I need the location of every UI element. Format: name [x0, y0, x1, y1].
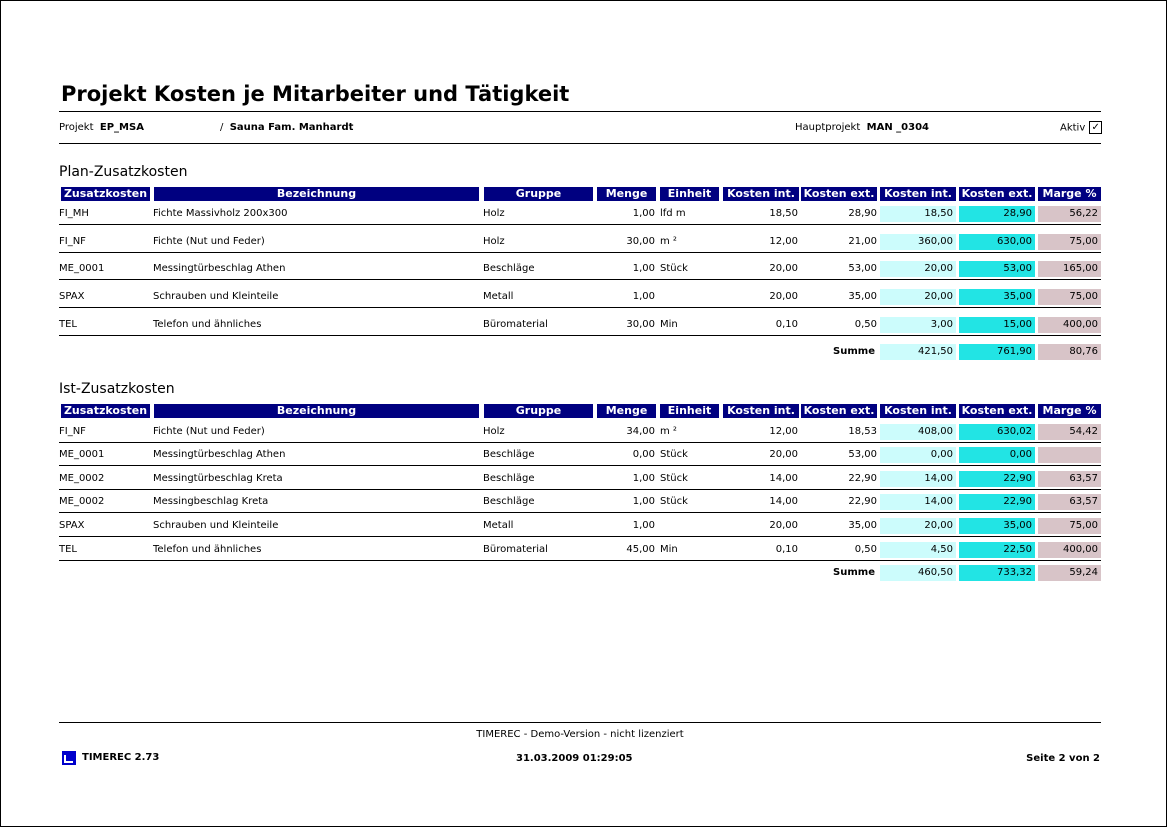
table-cell: 12,00 — [769, 426, 798, 437]
projekt-code: EP_MSA — [99, 122, 144, 133]
table-cell: 35,00 — [959, 289, 1035, 305]
table-cell: 20,00 — [769, 263, 798, 274]
table-cell: TEL — [59, 544, 77, 555]
table-cell — [1038, 447, 1101, 463]
aktiv-checkbox: ✓ — [1089, 121, 1102, 134]
ist-section-title: Ist-Zusatzkosten — [59, 381, 175, 397]
table-cell: lfd m — [660, 208, 686, 219]
table-cell: 30,00 — [626, 236, 655, 247]
table-cell: 1,00 — [632, 291, 655, 302]
table-cell: 75,00 — [1038, 234, 1101, 250]
table-cell: 56,22 — [1038, 206, 1101, 222]
table-cell: 14,00 — [880, 471, 956, 487]
table-cell: ME_0002 — [59, 473, 105, 484]
table-cell: 35,00 — [848, 520, 877, 531]
table-cell: 53,00 — [848, 263, 877, 274]
plan-section-title: Plan-Zusatzkosten — [59, 164, 188, 180]
row-divider — [59, 442, 1101, 443]
row-divider — [59, 512, 1101, 513]
table-cell — [660, 289, 720, 305]
column-header: Einheit — [660, 187, 719, 201]
table-cell: SPAX — [59, 291, 85, 302]
table-cell: 54,42 — [1038, 424, 1101, 440]
timerec-logo-icon — [62, 751, 76, 765]
table-cell: 1,00 — [632, 208, 655, 219]
table-cell: 75,00 — [1038, 518, 1101, 534]
table-cell: Schrauben und Kleinteile — [153, 291, 279, 302]
hauptprojekt-label: Hauptprojekt — [795, 122, 861, 133]
table-cell: 22,90 — [959, 471, 1035, 487]
column-header: Kosten int. — [723, 404, 799, 418]
table-cell: 20,00 — [880, 518, 956, 534]
table-cell: 4,50 — [880, 542, 956, 558]
table-cell: 400,00 — [1038, 542, 1101, 558]
table-cell: Stück — [660, 263, 688, 274]
table-cell: Messingtürbeschlag Athen — [153, 263, 286, 274]
table-cell: 20,00 — [769, 449, 798, 460]
table-cell: 35,00 — [959, 518, 1035, 534]
column-header: Kosten int. — [880, 187, 956, 201]
table-cell: 14,00 — [769, 473, 798, 484]
table-cell: 1,00 — [632, 473, 655, 484]
column-header: Kosten int. — [723, 187, 799, 201]
table-cell: Beschläge — [483, 473, 535, 484]
aktiv-info — [1060, 121, 1102, 134]
column-header: Kosten ext. — [959, 187, 1035, 201]
projekt-label: Projekt — [59, 122, 94, 133]
table-cell: 75,00 — [1038, 289, 1101, 305]
table-cell: Holz — [483, 208, 505, 219]
table-cell: Min — [660, 544, 678, 555]
table-cell: 22,90 — [848, 496, 877, 507]
table-cell: Büromaterial — [483, 544, 548, 555]
column-header: Menge — [597, 187, 656, 201]
table-cell: Messingtürbeschlag Kreta — [153, 473, 283, 484]
table-cell: Beschläge — [483, 449, 535, 460]
row-divider — [59, 224, 1101, 225]
table-cell: 20,00 — [769, 520, 798, 531]
table-cell: Holz — [483, 426, 505, 437]
table-cell: 0,00 — [632, 449, 655, 460]
table-cell: SPAX — [59, 520, 85, 531]
table-cell: 18,50 — [769, 208, 798, 219]
table-cell: Beschläge — [483, 496, 535, 507]
table-cell: 20,00 — [880, 289, 956, 305]
column-header: Kosten ext. — [959, 404, 1035, 418]
table-cell: 22,50 — [959, 542, 1035, 558]
column-header: Zusatzkosten — [61, 404, 150, 418]
row-divider — [59, 489, 1101, 490]
table-cell: 63,57 — [1038, 494, 1101, 510]
table-cell: 22,90 — [959, 494, 1035, 510]
table-cell: Fichte (Nut und Feder) — [153, 426, 265, 437]
row-divider — [59, 560, 1101, 561]
table-cell: 1,00 — [632, 520, 655, 531]
table-cell: 1,00 — [632, 263, 655, 274]
summe-cell: 59,24 — [1038, 565, 1101, 581]
column-header: Kosten ext. — [801, 187, 877, 201]
table-cell: 30,00 — [626, 319, 655, 330]
summe-cell: 733,32 — [959, 565, 1035, 581]
table-cell: 630,00 — [959, 234, 1035, 250]
row-divider — [59, 335, 1101, 336]
table-cell: 630,02 — [959, 424, 1035, 440]
table-cell: 165,00 — [1038, 261, 1101, 277]
table-cell: ME_0002 — [59, 496, 105, 507]
table-cell: 0,50 — [854, 544, 877, 555]
table-cell: m ² — [660, 236, 677, 247]
table-cell: 20,00 — [769, 291, 798, 302]
summe-cell: 460,50 — [880, 565, 956, 581]
table-cell: Messingbeschlag Kreta — [153, 496, 269, 507]
table-cell: 45,00 — [626, 544, 655, 555]
table-cell: 0,10 — [775, 544, 798, 555]
projekt-name-info — [220, 122, 353, 133]
table-cell: 28,90 — [848, 208, 877, 219]
column-header: Menge — [597, 404, 656, 418]
table-cell: ME_0001 — [59, 449, 105, 460]
meta-divider — [59, 143, 1101, 144]
column-header: Gruppe — [484, 187, 593, 201]
column-header: Einheit — [660, 404, 719, 418]
table-cell: 15,00 — [959, 317, 1035, 333]
row-divider — [59, 307, 1101, 308]
row-divider — [59, 279, 1101, 280]
column-header: Gruppe — [484, 404, 593, 418]
summe-label: Summe — [833, 346, 875, 357]
hauptprojekt-info — [795, 122, 929, 133]
table-cell: Messingtürbeschlag Athen — [153, 449, 286, 460]
table-cell: 53,00 — [848, 449, 877, 460]
table-cell: 14,00 — [769, 496, 798, 507]
table-cell: 63,57 — [1038, 471, 1101, 487]
report-title: Projekt Kosten je Mitarbeiter und Tätigkeit — [61, 82, 570, 106]
table-cell: 3,00 — [880, 317, 956, 333]
table-cell: Fichte (Nut und Feder) — [153, 236, 265, 247]
footer-divider — [59, 722, 1101, 723]
row-divider — [59, 252, 1101, 253]
summe-label: Summe — [833, 567, 875, 578]
page-number: Seite 2 von 2 — [1026, 753, 1100, 764]
column-header: Marge % — [1038, 187, 1101, 201]
table-cell: 22,90 — [848, 473, 877, 484]
column-header: Bezeichnung — [154, 404, 479, 418]
table-cell: FI_MH — [59, 208, 89, 219]
projekt-info — [59, 122, 144, 133]
table-cell: 0,00 — [959, 447, 1035, 463]
table-cell: m ² — [660, 426, 677, 437]
table-cell: FI_NF — [59, 426, 86, 437]
summe-cell: 421,50 — [880, 344, 956, 360]
table-cell: 35,00 — [848, 291, 877, 302]
table-cell: FI_NF — [59, 236, 86, 247]
row-divider — [59, 536, 1101, 537]
summe-cell: 761,90 — [959, 344, 1035, 360]
table-cell: 18,50 — [880, 206, 956, 222]
table-cell: Telefon und ähnliches — [153, 544, 262, 555]
table-cell: 21,00 — [848, 236, 877, 247]
table-cell: 12,00 — [769, 236, 798, 247]
table-cell: 360,00 — [880, 234, 956, 250]
table-cell: 400,00 — [1038, 317, 1101, 333]
table-cell: Beschläge — [483, 263, 535, 274]
aktiv-label: Aktiv — [1060, 122, 1086, 134]
print-datetime: 31.03.2009 01:29:05 — [516, 753, 633, 764]
column-header: Zusatzkosten — [61, 187, 150, 201]
table-cell: 14,00 — [880, 494, 956, 510]
table-cell: Büromaterial — [483, 319, 548, 330]
table-cell: 28,90 — [959, 206, 1035, 222]
table-cell: Min — [660, 319, 678, 330]
table-cell: 34,00 — [626, 426, 655, 437]
demo-notice: TIMEREC - Demo-Version - nicht lizenziert — [476, 729, 684, 740]
projekt-separator: / — [220, 122, 224, 133]
column-header: Marge % — [1038, 404, 1101, 418]
table-cell: Fichte Massivholz 200x300 — [153, 208, 288, 219]
table-cell: Stück — [660, 473, 688, 484]
app-version: TIMEREC 2.73 — [82, 752, 160, 763]
table-cell: 0,00 — [880, 447, 956, 463]
table-cell: Holz — [483, 236, 505, 247]
table-cell: 20,00 — [880, 261, 956, 277]
table-cell: Schrauben und Kleinteile — [153, 520, 279, 531]
table-cell: Telefon und ähnliches — [153, 319, 262, 330]
table-cell: ME_0001 — [59, 263, 105, 274]
table-cell: Metall — [483, 520, 514, 531]
table-cell — [660, 518, 720, 534]
table-cell: 0,50 — [854, 319, 877, 330]
table-cell: 53,00 — [959, 261, 1035, 277]
title-divider — [59, 111, 1101, 112]
table-cell: Stück — [660, 449, 688, 460]
table-cell: TEL — [59, 319, 77, 330]
table-cell: Metall — [483, 291, 514, 302]
table-cell: 408,00 — [880, 424, 956, 440]
column-header: Kosten ext. — [801, 404, 877, 418]
row-divider — [59, 465, 1101, 466]
table-cell: 0,10 — [775, 319, 798, 330]
hauptprojekt-code: MAN _0304 — [866, 122, 929, 133]
table-cell: Stück — [660, 496, 688, 507]
table-cell: 18,53 — [848, 426, 877, 437]
column-header: Kosten int. — [880, 404, 956, 418]
projekt-name: Sauna Fam. Manhardt — [229, 122, 354, 133]
summe-cell: 80,76 — [1038, 344, 1101, 360]
table-cell: 1,00 — [632, 496, 655, 507]
column-header: Bezeichnung — [154, 187, 479, 201]
